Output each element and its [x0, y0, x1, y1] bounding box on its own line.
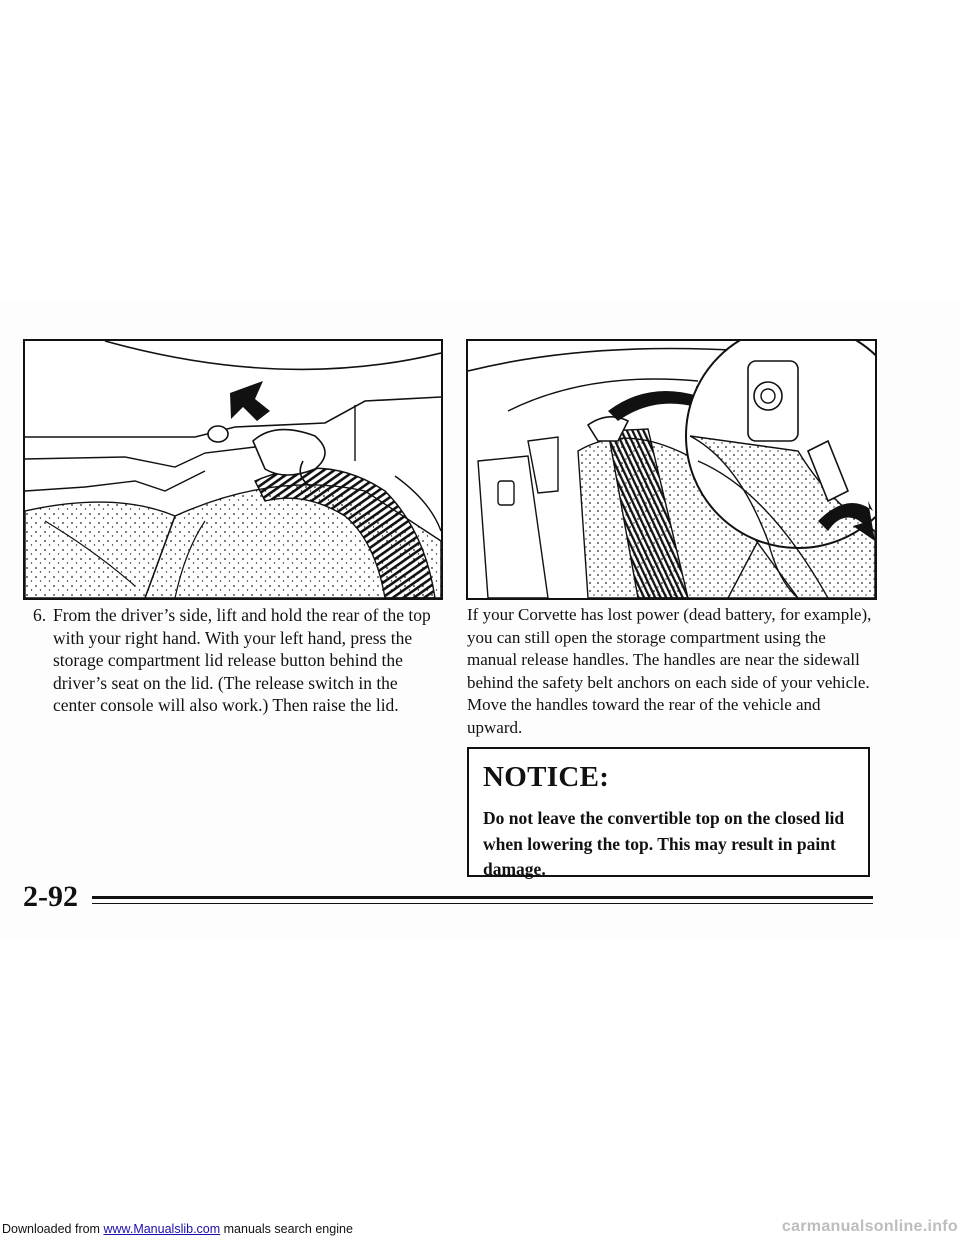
watermark-text: carmanualsonline.info: [781, 1218, 958, 1235]
footer-rule: [92, 896, 873, 899]
notice-title: NOTICE:: [483, 761, 610, 793]
footer-suffix: manuals search engine: [220, 1222, 353, 1236]
page-number: 2-92: [23, 880, 78, 913]
manualslib-link[interactable]: www.Manualslib.com: [103, 1222, 221, 1236]
notice-body: Do not leave the convertible top on the closed lid when lowering the top. This may result in paint damage.: [483, 808, 845, 879]
download-footer: [2, 1222, 353, 1236]
notice-box: [467, 747, 870, 877]
step-number: 6.: [33, 605, 47, 625]
footer-prefix: Downloaded from: [2, 1222, 104, 1236]
footer-rule-thin: [92, 903, 873, 904]
step-6: [33, 604, 438, 717]
manual-release-handle-illustration: [466, 339, 877, 600]
release-button-illustration: [23, 339, 443, 600]
manual-release-paragraph: If your Corvette has lost power (dead battery, for example), you can still open the storage compartment using the manual release handles. The handles are near the sidewall behind the safety belt anchors on each side of your vehicle. Move the handles toward the rear of the vehicle and upward.: [467, 605, 872, 737]
step-text: From the driver’s side, lift and hold the rear of the top with your right hand. With your left hand, press the storage compartment lid release button behind the driver’s seat on the lid. (The release switch in the center console will also work.) Then raise the lid.: [53, 605, 431, 715]
